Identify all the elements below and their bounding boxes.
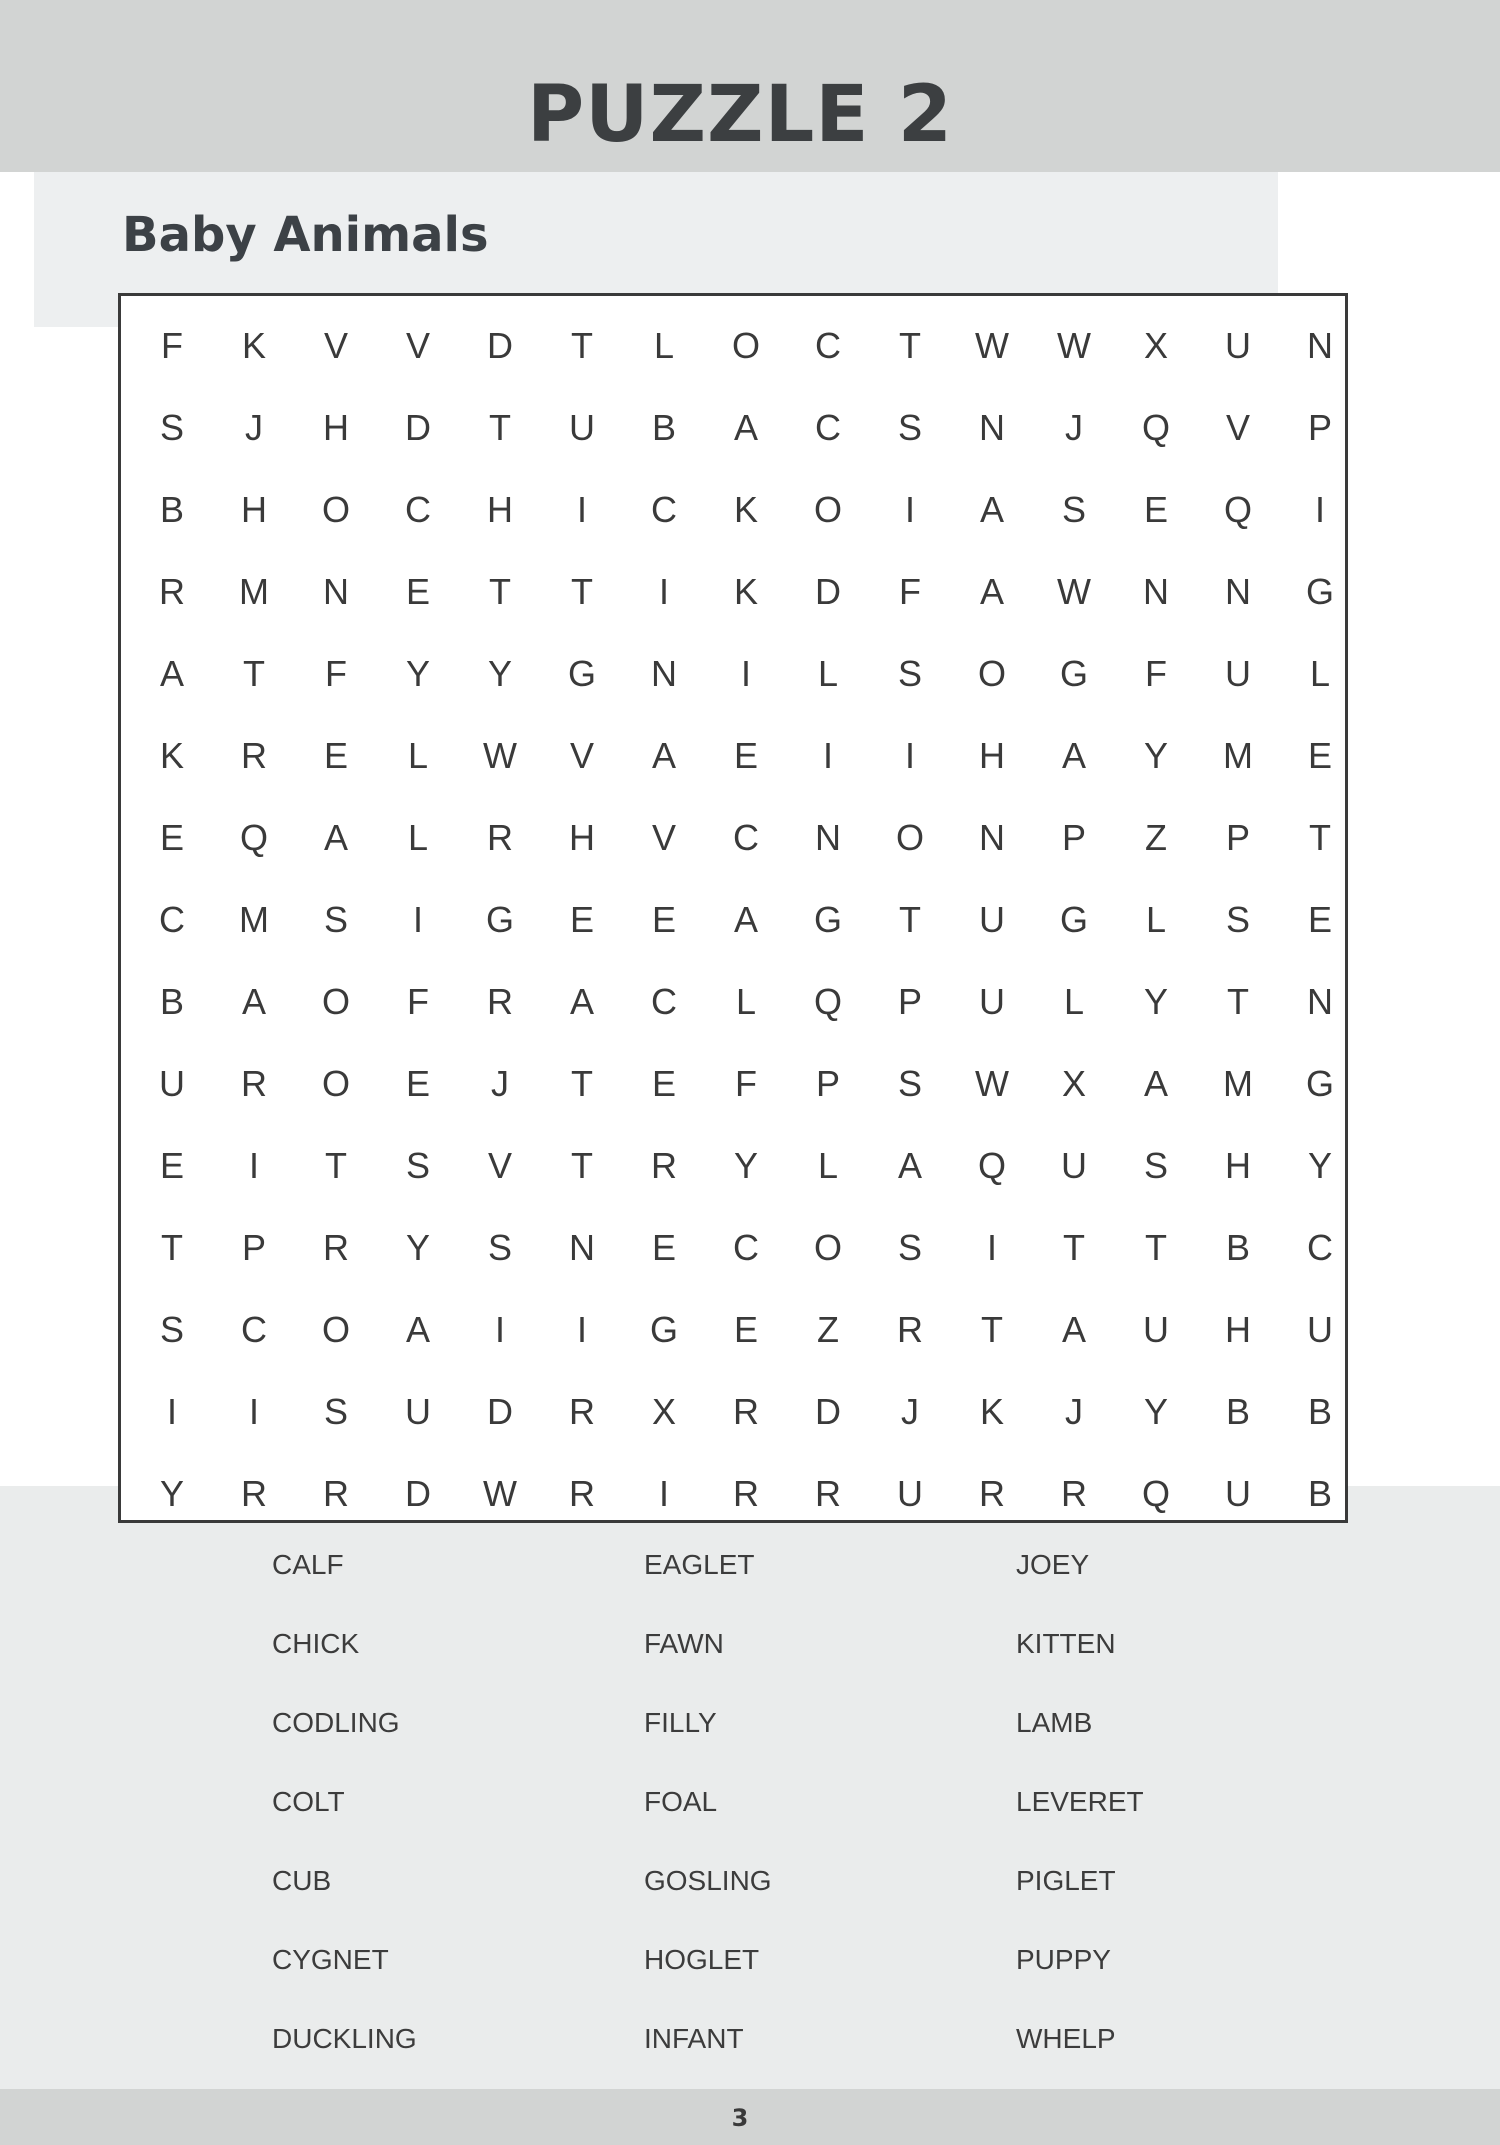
grid-letter: K	[733, 489, 758, 530]
grid-letter: E	[323, 735, 348, 776]
grid-letter: P	[1307, 407, 1332, 448]
grid-letter: B	[159, 489, 184, 530]
grid-letter: I	[822, 735, 833, 776]
word-list-item: KITTEN	[1016, 1628, 1116, 1659]
grid-letter: A	[405, 1309, 430, 1350]
grid-letter: H	[487, 489, 513, 530]
grid-letter: T	[1227, 981, 1249, 1022]
word-list-item: PIGLET	[1016, 1865, 1116, 1896]
grid-letter: R	[651, 1145, 677, 1186]
grid-letter: G	[1059, 653, 1088, 694]
word-list-item: FAWN	[644, 1628, 724, 1659]
grid-letter: R	[897, 1309, 923, 1350]
word-list-item: LAMB	[1016, 1707, 1093, 1738]
grid-letter: G	[567, 653, 596, 694]
grid-letter: N	[1225, 571, 1251, 612]
word-list-item: JOEY	[1016, 1549, 1090, 1580]
grid-letter: S	[487, 1227, 512, 1268]
grid-letter: T	[325, 1145, 347, 1186]
grid-letter: A	[569, 981, 594, 1022]
grid-letter: S	[1061, 489, 1086, 530]
grid-letter: N	[651, 653, 677, 694]
grid-letter: R	[569, 1391, 595, 1432]
grid-letter: J	[901, 1391, 919, 1432]
word-search-grid	[118, 293, 1348, 1523]
grid-letter: W	[975, 1063, 1009, 1104]
grid-letter: U	[979, 981, 1005, 1022]
grid-letter: M	[239, 571, 269, 612]
grid-letter: R	[487, 817, 513, 858]
grid-letter: B	[1307, 1391, 1332, 1432]
grid-letter: C	[733, 1227, 759, 1268]
grid-letter: L	[1309, 653, 1331, 694]
grid-letter: R	[241, 735, 267, 776]
word-list-item: CYGNET	[272, 1944, 389, 1975]
grid-letter: Y	[487, 653, 512, 694]
grid-letter: M	[1223, 735, 1253, 776]
grid-letter: E	[569, 899, 594, 940]
grid-letter: O	[321, 489, 350, 530]
grid-letter: E	[733, 735, 758, 776]
grid-letter: X	[1061, 1063, 1086, 1104]
grid-letter: R	[733, 1473, 759, 1514]
grid-letter: Q	[1141, 1473, 1170, 1514]
grid-letter: T	[571, 571, 593, 612]
grid-letter: H	[979, 735, 1005, 776]
grid-letter: J	[491, 1063, 509, 1104]
grid-letter: E	[159, 1145, 184, 1186]
grid-letter: I	[248, 1391, 259, 1432]
grid-letter: H	[1225, 1309, 1251, 1350]
grid-letter: S	[1143, 1145, 1168, 1186]
grid-letter: I	[576, 1309, 587, 1350]
grid-letter: P	[241, 1227, 266, 1268]
word-list	[272, 1545, 1372, 2098]
word-list-item: HOGLET	[644, 1944, 760, 1975]
word-list-item: PUPPY	[1016, 1944, 1111, 1975]
word-list-item: GOSLING	[644, 1865, 772, 1896]
grid-letter: B	[1225, 1227, 1250, 1268]
grid-letter: G	[649, 1309, 678, 1350]
grid-letter: A	[733, 899, 758, 940]
grid-letter: T	[899, 325, 921, 366]
grid-letter: Y	[405, 653, 430, 694]
grid-letter: K	[979, 1391, 1004, 1432]
grid-letter: S	[323, 1391, 348, 1432]
grid-letter: A	[241, 981, 266, 1022]
grid-letter: L	[817, 1145, 839, 1186]
grid-letter: C	[405, 489, 431, 530]
grid-letter: H	[241, 489, 267, 530]
grid-letter: U	[159, 1063, 185, 1104]
grid-letter: F	[407, 981, 429, 1022]
grid-letter: Y	[159, 1473, 184, 1514]
grid-letter: R	[1061, 1473, 1087, 1514]
word-list-item: EAGLET	[644, 1549, 755, 1580]
grid-letter: A	[733, 407, 758, 448]
grid-letter: C	[815, 325, 841, 366]
grid-letter: L	[407, 817, 429, 858]
grid-letter: I	[248, 1145, 259, 1186]
grid-letter: B	[159, 981, 184, 1022]
grid-letter: A	[979, 489, 1004, 530]
grid-letter: N	[569, 1227, 595, 1268]
grid-letter: P	[815, 1063, 840, 1104]
grid-letter: E	[651, 1227, 676, 1268]
grid-letter: T	[1309, 817, 1331, 858]
grid-letter: C	[733, 817, 759, 858]
grid-letter: U	[405, 1391, 431, 1432]
grid-letter: M	[1223, 1063, 1253, 1104]
grid-letter: N	[979, 817, 1005, 858]
word-list-item: CUB	[272, 1865, 332, 1896]
grid-letter: F	[161, 325, 183, 366]
grid-letter: R	[241, 1473, 267, 1514]
grid-letter: T	[489, 407, 511, 448]
grid-letter: S	[897, 407, 922, 448]
grid-letter: W	[483, 735, 517, 776]
grid-letter: U	[569, 407, 595, 448]
grid-letter: Y	[733, 1145, 758, 1186]
grid-letter: A	[323, 817, 348, 858]
grid-letter: S	[897, 1063, 922, 1104]
grid-letter: D	[487, 325, 513, 366]
grid-letter: V	[1225, 407, 1250, 448]
grid-letter: D	[405, 1473, 431, 1514]
grid-letter: I	[740, 653, 751, 694]
grid-letter: V	[569, 735, 594, 776]
grid-letter: S	[323, 899, 348, 940]
grid-letter: B	[651, 407, 676, 448]
grid-letter: T	[571, 1145, 593, 1186]
grid-letter: E	[405, 571, 430, 612]
grid-letter: B	[1307, 1473, 1332, 1514]
grid-letter: Q	[1141, 407, 1170, 448]
grid-letter: O	[895, 817, 924, 858]
word-list-item: LEVERET	[1016, 1786, 1144, 1817]
grid-letter: B	[1225, 1391, 1250, 1432]
grid-letter: U	[1143, 1309, 1169, 1350]
word-list-item: CODLING	[272, 1707, 400, 1738]
letter-grid	[131, 305, 1361, 1535]
grid-letter: P	[897, 981, 922, 1022]
grid-letter: X	[1143, 325, 1168, 366]
grid-letter: U	[1225, 1473, 1251, 1514]
grid-letter: Q	[977, 1145, 1006, 1186]
grid-letter: Y	[1307, 1145, 1332, 1186]
grid-letter: T	[161, 1227, 183, 1268]
grid-letter: I	[658, 571, 669, 612]
grid-letter: J	[245, 407, 263, 448]
grid-letter: I	[166, 1391, 177, 1432]
grid-letter: U	[897, 1473, 923, 1514]
grid-letter: P	[1061, 817, 1086, 858]
grid-letter: E	[733, 1309, 758, 1350]
grid-letter: S	[897, 1227, 922, 1268]
grid-letter: I	[576, 489, 587, 530]
grid-letter: N	[1307, 325, 1333, 366]
grid-letter: T	[1145, 1227, 1167, 1268]
grid-letter: N	[323, 571, 349, 612]
grid-letter: F	[899, 571, 921, 612]
grid-letter: D	[487, 1391, 513, 1432]
grid-letter: A	[1061, 735, 1086, 776]
grid-letter: R	[241, 1063, 267, 1104]
word-list-item: INFANT	[644, 2023, 744, 2054]
grid-letter: P	[1225, 817, 1250, 858]
grid-letter: Q	[1223, 489, 1252, 530]
grid-letter: I	[904, 489, 915, 530]
grid-letter: Y	[1143, 981, 1168, 1022]
grid-letter: N	[815, 817, 841, 858]
grid-letter: I	[986, 1227, 997, 1268]
grid-letter: R	[733, 1391, 759, 1432]
grid-letter: V	[405, 325, 430, 366]
grid-letter: G	[813, 899, 842, 940]
grid-letter: U	[1061, 1145, 1087, 1186]
grid-letter: X	[651, 1391, 676, 1432]
grid-letter: I	[494, 1309, 505, 1350]
grid-letter: K	[733, 571, 758, 612]
grid-letter: Y	[405, 1227, 430, 1268]
grid-letter: T	[489, 571, 511, 612]
grid-letter: N	[1143, 571, 1169, 612]
word-list-item: CALF	[272, 1549, 344, 1580]
grid-letter: C	[651, 489, 677, 530]
grid-letter: G	[1059, 899, 1088, 940]
grid-letter: A	[1061, 1309, 1086, 1350]
grid-letter: O	[813, 1227, 842, 1268]
grid-letter: K	[159, 735, 184, 776]
grid-letter: T	[981, 1309, 1003, 1350]
grid-letter: V	[651, 817, 676, 858]
grid-letter: R	[323, 1227, 349, 1268]
grid-letter: I	[658, 1473, 669, 1514]
grid-letter: U	[1225, 653, 1251, 694]
grid-letter: O	[321, 1309, 350, 1350]
grid-letter: A	[159, 653, 184, 694]
grid-letter: O	[977, 653, 1006, 694]
grid-letter: L	[1145, 899, 1167, 940]
grid-letter: S	[159, 1309, 184, 1350]
grid-letter: E	[651, 1063, 676, 1104]
grid-letter: H	[569, 817, 595, 858]
word-list-item: CHICK	[272, 1628, 360, 1659]
word-list-item: WHELP	[1016, 2023, 1116, 2054]
grid-letter: S	[405, 1145, 430, 1186]
grid-letter: Q	[813, 981, 842, 1022]
grid-letter: E	[651, 899, 676, 940]
word-list-item: DUCKLING	[272, 2023, 417, 2054]
grid-letter: S	[897, 653, 922, 694]
grid-letter: A	[651, 735, 676, 776]
grid-letter: E	[405, 1063, 430, 1104]
grid-letter: H	[323, 407, 349, 448]
grid-letter: I	[1314, 489, 1325, 530]
word-list-item: FILLY	[644, 1707, 717, 1738]
grid-letter: Z	[1145, 817, 1167, 858]
grid-letter: L	[817, 653, 839, 694]
grid-letter: R	[159, 571, 185, 612]
grid-letter: G	[1305, 1063, 1334, 1104]
grid-letter: Q	[239, 817, 268, 858]
page-title: PUZZLE 2	[526, 70, 954, 160]
grid-letter: W	[483, 1473, 517, 1514]
grid-letter: T	[571, 1063, 593, 1104]
grid-letter: C	[241, 1309, 267, 1350]
grid-letter: E	[1143, 489, 1168, 530]
grid-letter: W	[1057, 571, 1091, 612]
grid-letter: T	[899, 899, 921, 940]
grid-letter: K	[241, 325, 266, 366]
grid-letter: Z	[817, 1309, 839, 1350]
grid-letter: C	[1307, 1227, 1333, 1268]
grid-letter: F	[1145, 653, 1167, 694]
grid-letter: R	[815, 1473, 841, 1514]
word-list-item: COLT	[272, 1786, 345, 1817]
grid-letter: Y	[1143, 735, 1168, 776]
grid-letter: T	[1063, 1227, 1085, 1268]
grid-letter: I	[904, 735, 915, 776]
grid-letter: M	[239, 899, 269, 940]
grid-letter: J	[1065, 1391, 1083, 1432]
grid-letter: N	[979, 407, 1005, 448]
grid-letter: V	[323, 325, 348, 366]
grid-letter: G	[485, 899, 514, 940]
grid-letter: O	[731, 325, 760, 366]
grid-letter: A	[1143, 1063, 1168, 1104]
grid-letter: E	[1307, 735, 1332, 776]
grid-letter: I	[412, 899, 423, 940]
grid-letter: A	[979, 571, 1004, 612]
grid-letter: W	[1057, 325, 1091, 366]
grid-letter: S	[159, 407, 184, 448]
grid-letter: J	[1065, 407, 1083, 448]
grid-letter: C	[815, 407, 841, 448]
grid-letter: L	[735, 981, 757, 1022]
grid-letter: R	[569, 1473, 595, 1514]
grid-letter: Y	[1143, 1391, 1168, 1432]
grid-letter: F	[325, 653, 347, 694]
grid-letter: L	[407, 735, 429, 776]
grid-letter: T	[243, 653, 265, 694]
word-list-item: FOAL	[644, 1786, 718, 1817]
grid-letter: N	[1307, 981, 1333, 1022]
grid-letter: A	[897, 1145, 922, 1186]
grid-letter: H	[1225, 1145, 1251, 1186]
grid-letter: O	[321, 1063, 350, 1104]
grid-letter: G	[1305, 571, 1334, 612]
grid-letter: L	[653, 325, 675, 366]
grid-letter: T	[571, 325, 593, 366]
grid-letter: O	[813, 489, 842, 530]
grid-letter: D	[815, 1391, 841, 1432]
grid-letter: W	[975, 325, 1009, 366]
grid-letter: R	[487, 981, 513, 1022]
puzzle-subtitle: Baby Animals	[122, 207, 489, 263]
grid-letter: C	[159, 899, 185, 940]
grid-letter: E	[1307, 899, 1332, 940]
grid-letter: C	[651, 981, 677, 1022]
grid-letter: O	[321, 981, 350, 1022]
grid-letter: L	[1063, 981, 1085, 1022]
grid-letter: S	[1225, 899, 1250, 940]
grid-letter: E	[159, 817, 184, 858]
grid-letter: U	[1307, 1309, 1333, 1350]
grid-letter: R	[979, 1473, 1005, 1514]
grid-letter: D	[815, 571, 841, 612]
grid-letter: V	[487, 1145, 512, 1186]
grid-letter: R	[323, 1473, 349, 1514]
grid-letter: U	[979, 899, 1005, 940]
page-number: 3	[731, 2104, 749, 2132]
grid-letter: U	[1225, 325, 1251, 366]
grid-letter: F	[735, 1063, 757, 1104]
grid-letter: D	[405, 407, 431, 448]
